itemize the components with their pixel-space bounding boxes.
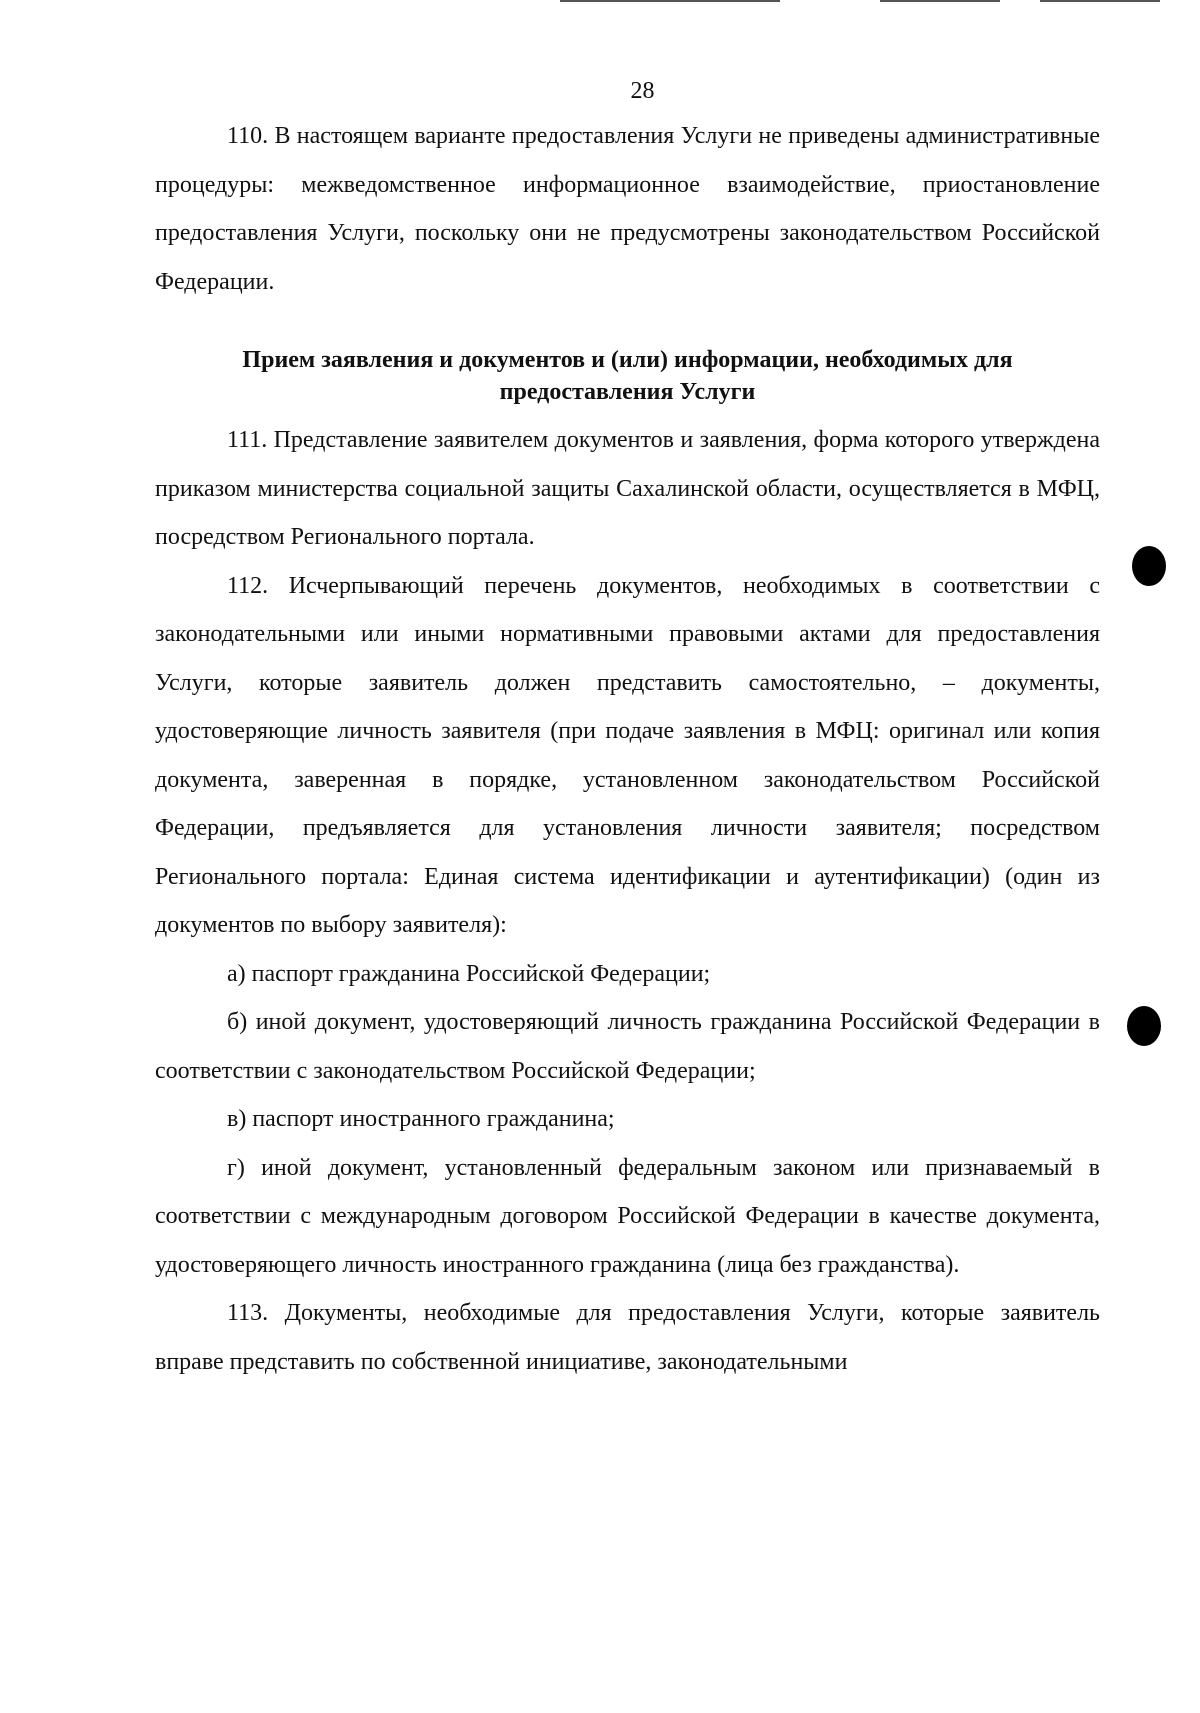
document-page — [155, 70, 1100, 1386]
list-item-v: в) паспорт иностранного гражданина; — [227, 1106, 615, 1132]
paragraph-112: 112. Исчерпывающий перечень документов, необходимых в соответствии с законодательными или иными нормативными правовыми актами для предоставления Услуги, которые заявитель должен представить самостоятельно, – документы, удостоверяющие личность заявителя (при подаче заявления в МФЦ: оригинал или копия документа, заверенная в порядке, установленном законодательством Российской Федерации, предъявляется для установления личности заявителя; посредством Регионального портала: Единая система идентификации и аутентификации) (один из документов по выбору заявителя): — [155, 572, 1100, 938]
list-item-g: г) иной документ, установленный федеральным законом или признаваемый в соответствии с международным договором Российской Федерации в качестве документа, удостоверяющего личность иностранного гражданина (лица без гражданства). — [155, 1154, 1100, 1278]
scan-edge-rule — [880, 0, 1000, 2]
scan-edge-rule — [1040, 0, 1160, 2]
paragraph-110: 110. В настоящем варианте предоставления Услуги не приведены административные процедуры: межведомственное информационное взаимодействие, приостановление предоставления Услуги, поскольку они не предусмотрены законодательством Российской Федерации. — [155, 123, 1100, 295]
list-item-b: б) иной документ, удостоверяющий личность гражданина Российской Федерации в соответствии с законодательством Российской Федерации; — [155, 1009, 1100, 1084]
scan-edge-rule — [560, 0, 780, 2]
page-number: 28 — [630, 78, 655, 104]
paragraph-111: 111. Представление заявителем документов и заявления, форма которого утверждена приказом министерства социальной защиты Сахалинской области, осуществляется в МФЦ, посредством Регионального портала. — [155, 427, 1100, 550]
section-heading — [155, 344, 1100, 408]
section-heading-line-1: Прием заявления и документов и (или) информации, необходимых для — [242, 347, 1013, 373]
list-item-a: а) паспорт гражданина Российской Федерации; — [227, 960, 711, 987]
section-heading-line-2: предоставления Услуги — [499, 379, 756, 405]
punch-hole-mark — [1127, 1006, 1161, 1046]
paragraph-113: 113. Документы, необходимые для предоставления Услуги, которые заявитель вправе представить по собственной инициативе, законодательными — [155, 1300, 1100, 1375]
punch-hole-mark — [1132, 546, 1166, 586]
